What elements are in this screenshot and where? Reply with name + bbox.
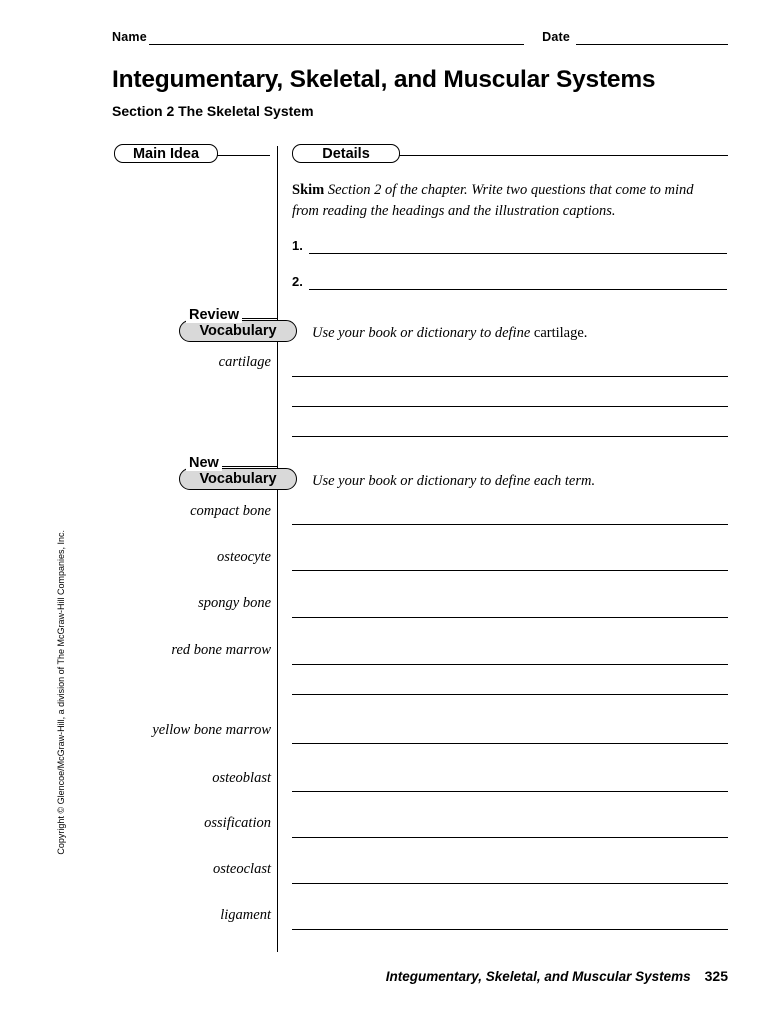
new-vocabulary-top-label: New <box>186 455 222 471</box>
skim-lead: Skim <box>292 182 325 198</box>
answer-line-osteoblast-1[interactable] <box>292 791 728 792</box>
term-osteoclast: osteoclast <box>213 861 271 877</box>
term-yellow-bone-marrow: yellow bone marrow <box>152 722 271 738</box>
page-subtitle: Section 2 The Skeletal System <box>112 103 314 119</box>
answer-line-spongy-bone-1[interactable] <box>292 617 728 618</box>
term-ossification: ossification <box>204 815 271 831</box>
name-input-line[interactable] <box>149 31 524 45</box>
term-red-bone-marrow: red bone marrow <box>171 642 271 658</box>
term-ligament: ligament <box>220 907 271 923</box>
review-vocabulary-badge: Vocabulary <box>179 320 297 342</box>
question-2-input-line[interactable] <box>309 278 727 290</box>
date-input-line[interactable] <box>576 31 728 45</box>
footer-page-number: 325 <box>704 968 728 984</box>
answer-line-compact-bone-1[interactable] <box>292 524 728 525</box>
details-tab: Details <box>292 144 400 163</box>
answer-line-cartilage-3[interactable] <box>292 436 728 437</box>
main-idea-tab: Main Idea <box>114 144 218 163</box>
answer-line-cartilage-2[interactable] <box>292 406 728 407</box>
term-spongy-bone: spongy bone <box>198 595 271 611</box>
skim-text: Section 2 of the chapter. Write two questions that come to mind from reading the headings and the illustration captions. <box>292 182 694 220</box>
question-2-number: 2. <box>292 274 303 289</box>
details-rule <box>396 155 728 156</box>
answer-line-cartilage-1[interactable] <box>292 376 728 377</box>
answer-line-ossification-1[interactable] <box>292 837 728 838</box>
term-cartilage: cartilage <box>218 354 271 370</box>
answer-line-osteoclast-1[interactable] <box>292 883 728 884</box>
new-vocabulary-instruction: Use your book or dictionary to define each term. <box>312 473 596 489</box>
answer-line-osteocyte-1[interactable] <box>292 570 728 571</box>
term-compact-bone: compact bone <box>190 503 271 519</box>
name-label: Name <box>112 30 147 44</box>
answer-line-red-bone-marrow-1[interactable] <box>292 664 728 665</box>
question-1-number: 1. <box>292 238 303 253</box>
question-1-input-line[interactable] <box>309 242 727 254</box>
new-vocabulary-badge: Vocabulary <box>179 468 297 490</box>
question-1 <box>292 238 728 254</box>
question-2 <box>292 274 728 290</box>
review-vocabulary-top-label: Review <box>186 307 242 323</box>
answer-line-ligament-1[interactable] <box>292 929 728 930</box>
page-footer <box>292 968 728 984</box>
term-osteoblast: osteoblast <box>212 770 271 786</box>
name-date-header <box>112 30 728 45</box>
review-vocabulary-instruction <box>312 325 587 342</box>
review-instruction-term: cartilage. <box>533 325 588 341</box>
date-label: Date <box>542 30 570 44</box>
term-osteocyte: osteocyte <box>217 549 271 565</box>
answer-line-red-bone-marrow-2[interactable] <box>292 694 728 695</box>
page-title: Integumentary, Skeletal, and Muscular Systems <box>112 66 656 93</box>
column-divider <box>277 146 278 952</box>
main-idea-rule <box>214 155 270 156</box>
skim-instruction <box>292 180 722 222</box>
copyright-notice: Copyright © Glencoe/McGraw-Hill, a division of The McGraw-Hill Companies, Inc. <box>56 530 66 855</box>
answer-line-yellow-bone-marrow-1[interactable] <box>292 743 728 744</box>
review-instruction-italic: Use your book or dictionary to define <box>312 325 534 341</box>
footer-title: Integumentary, Skeletal, and Muscular Systems <box>385 969 691 984</box>
